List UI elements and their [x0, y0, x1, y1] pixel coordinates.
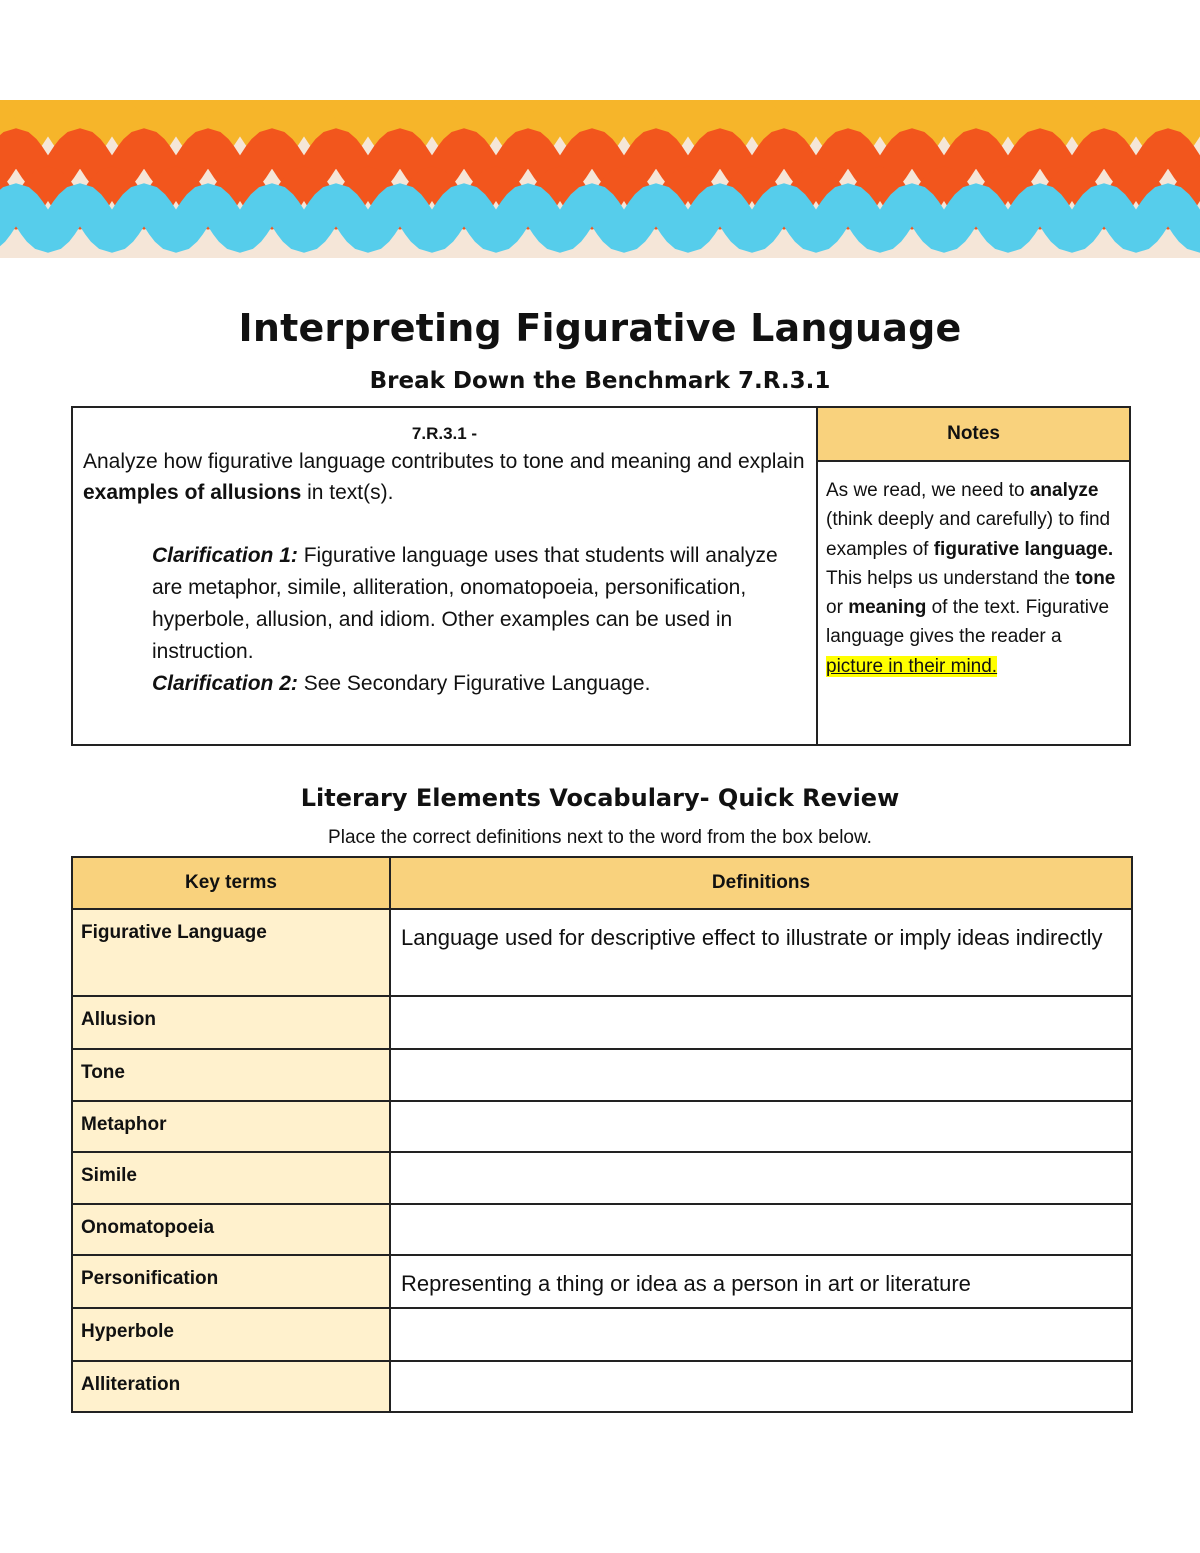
page-subtitle: Break Down the Benchmark 7.R.3.1	[369, 368, 831, 394]
header-definitions: Definitions	[390, 857, 1132, 909]
page-title: Interpreting Figurative Language	[238, 306, 962, 350]
term-cell: Onomatopoeia	[72, 1204, 390, 1255]
term-cell: Simile	[72, 1152, 390, 1204]
term-cell: Allusion	[72, 996, 390, 1049]
decorative-wave-banner	[0, 100, 1200, 258]
term-cell: Metaphor	[72, 1101, 390, 1152]
wave-stripe	[0, 202, 1200, 234]
table-row	[72, 1101, 1132, 1152]
highlighted-phrase: picture in their mind.	[826, 655, 998, 677]
definition-cell[interactable]	[390, 1308, 1132, 1361]
clarifications	[73, 540, 816, 700]
table-row	[72, 1049, 1132, 1101]
benchmark-cell	[73, 408, 818, 744]
table-row	[72, 909, 1132, 996]
table-row	[72, 1204, 1132, 1255]
vocab-section-title: Literary Elements Vocabulary- Quick Review	[300, 784, 900, 812]
vocab-instruction: Place the correct definitions next to the word from the box below.	[328, 827, 872, 848]
term-cell: Alliteration	[72, 1361, 390, 1412]
definition-cell[interactable]	[390, 1361, 1132, 1412]
term-cell: Hyperbole	[72, 1308, 390, 1361]
definition-cell[interactable]	[390, 1101, 1132, 1152]
table-row	[72, 1361, 1132, 1412]
definition-cell[interactable]	[390, 1152, 1132, 1204]
definition-cell[interactable]	[390, 1049, 1132, 1101]
notes-text: As we read, we need to analyze (think deeply and carefully) to find examples of figurative language. This helps us understand the tone or meaning of the text. Figurative language gives the reader a picture in their mind.	[826, 480, 1116, 677]
clarification-1: Clarification 1: Figurative language uses that students will analyze are metaphor, simile, alliteration, onomatopoeia, personification, hyperbole, allusion, and idiom. Other examples can be used in instruction.	[152, 544, 778, 663]
table-row	[72, 1255, 1132, 1308]
definition-cell[interactable]: Representing a thing or idea as a person in art or literature	[390, 1255, 1132, 1308]
benchmark-code: 7.R.3.1 -	[411, 424, 478, 443]
header-key-terms: Key terms	[72, 857, 390, 909]
vocab-header-row	[72, 857, 1132, 909]
notes-column	[818, 408, 1129, 744]
definition-cell[interactable]	[390, 1204, 1132, 1255]
term-cell: Figurative Language	[72, 909, 390, 996]
vocab-table	[71, 856, 1133, 1413]
definition-cell[interactable]	[390, 996, 1132, 1049]
table-row	[72, 996, 1132, 1049]
term-cell: Tone	[72, 1049, 390, 1101]
benchmark-description: Analyze how figurative language contributes to tone and meaning and explain examples of allusions in text(s).	[83, 450, 805, 504]
definition-cell[interactable]: Language used for descriptive effect to illustrate or imply ideas indirectly	[390, 909, 1132, 996]
term-cell: Personification	[72, 1255, 390, 1308]
benchmark-table	[71, 406, 1131, 746]
notes-header: Notes	[818, 408, 1129, 462]
table-row	[72, 1152, 1132, 1204]
clarification-2: Clarification 2: See Secondary Figurative Language.	[152, 672, 651, 695]
table-row	[72, 1308, 1132, 1361]
